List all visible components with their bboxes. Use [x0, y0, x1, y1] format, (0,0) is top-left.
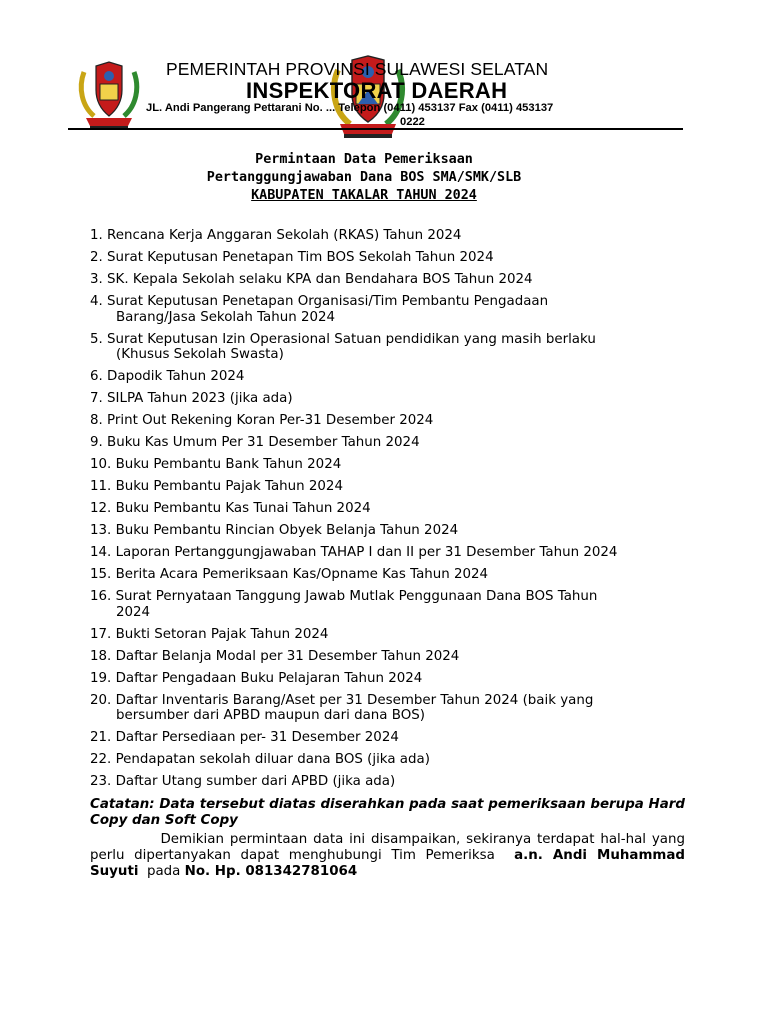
closing-pada: pada: [146, 864, 181, 879]
list-item: [90, 523, 685, 539]
list-item: [90, 435, 685, 451]
letterhead-agency: INSPEKTORAT DAERAH: [246, 78, 508, 103]
document-region-year: KABUPATEN TAKALAR TAHUN 2024: [251, 188, 477, 203]
closing-paragraph: [90, 832, 685, 880]
list-item-number: 2.: [90, 250, 103, 265]
list-item-number: 20.: [90, 692, 112, 708]
list-item-text: SK. Kepala Sekolah selaku KPA dan Bendahara BOS Tahun 2024: [107, 272, 533, 287]
list-item-number: 8.: [90, 413, 103, 428]
list-item: [90, 649, 685, 665]
list-item: [90, 479, 685, 495]
list-item-number: 18.: [90, 648, 112, 664]
list-item-number: 3.: [90, 272, 103, 287]
list-item: [90, 774, 685, 790]
list-item: [90, 294, 685, 325]
letterhead-postcode: 0222: [400, 116, 425, 128]
list-item-text: Daftar Inventaris Barang/Aset per 31 Desember Tahun 2024 (baik yang: [115, 692, 594, 708]
list-item: [90, 730, 685, 746]
list-item-text: Surat Pernyataan Tanggung Jawab Mutlak Penggunaan Dana BOS Tahun: [115, 589, 598, 604]
list-item-text: Buku Pembantu Kas Tunai Tahun 2024: [115, 501, 371, 516]
list-item: [90, 545, 685, 561]
closing-text: Demikian permintaan data ini disampaikan, sekiranya terdapat hal-hal yang perlu dipertanyakan dapat menghubungi Tim Pemeriksa: [90, 832, 685, 863]
list-item-number: 16.: [90, 589, 112, 604]
list-item-text: Pendapatan sekolah diluar dana BOS (jika ada): [115, 752, 430, 767]
list-item-number: 22.: [90, 752, 112, 767]
list-item: [90, 391, 685, 407]
list-item-number: 14.: [90, 545, 112, 560]
list-item: [90, 693, 685, 724]
list-item-text: Surat Keputusan Penetapan Organisasi/Tim Pembantu Pengadaan: [107, 294, 549, 309]
list-item-number: 6.: [90, 369, 103, 384]
list-item-text: Laporan Pertanggungjawaban TAHAP I dan II per 31 Desember Tahun 2024: [115, 545, 618, 560]
list-item-text: SILPA Tahun 2023 (jika ada): [107, 391, 293, 406]
list-item-text: Buku Pembantu Bank Tahun 2024: [115, 457, 342, 472]
list-item: [90, 250, 685, 266]
list-item-number: 9.: [90, 435, 103, 450]
list-item-text: Daftar Persediaan per- 31 Desember 2024: [115, 730, 399, 745]
list-item-text: Daftar Pengadaan Buku Pelajaran Tahun 2024: [115, 670, 423, 686]
list-item-text: Bukti Setoran Pajak Tahun 2024: [115, 626, 329, 642]
list-item-text: Surat Keputusan Izin Operasional Satuan pendidikan yang masih berlaku: [107, 331, 596, 347]
list-item: [90, 228, 685, 244]
document-title: Permintaan Data Pemeriksaan: [255, 152, 473, 167]
list-item: [90, 332, 685, 363]
list-item-text: Surat Keputusan Penetapan Tim BOS Sekolah Tahun 2024: [107, 250, 494, 265]
letterhead-address: JL. Andi Pangerang Pettarani No. ... Telepon (0411) 453137 Fax (0411) 453137: [146, 102, 554, 114]
list-item-text: Buku Pembantu Pajak Tahun 2024: [115, 479, 343, 494]
list-item-text: Buku Kas Umum Per 31 Desember Tahun 2024: [107, 435, 420, 450]
list-item-number: 4.: [90, 294, 103, 309]
list-item: [90, 567, 685, 583]
list-item-text: Dapodik Tahun 2024: [107, 369, 245, 384]
list-item-continuation: bersumber dari APBD maupun dari dana BOS): [116, 708, 425, 723]
coat-of-arms-left-icon: [76, 60, 142, 130]
list-item: [90, 627, 685, 643]
list-item-text: Print Out Rekening Koran Per-31 Desember 2024: [107, 413, 434, 428]
list-item-number: 19.: [90, 670, 112, 686]
list-item-text: Buku Pembantu Rincian Obyek Belanja Tahun 2024: [115, 523, 459, 538]
list-item-number: 12.: [90, 501, 112, 516]
list-item: [90, 671, 685, 687]
list-item-text: Rencana Kerja Anggaran Sekolah (RKAS) Tahun 2024: [107, 228, 462, 243]
list-item-continuation: (Khusus Sekolah Swasta): [116, 347, 284, 362]
list-item-number: 1.: [90, 228, 103, 243]
list-item-text: Daftar Utang sumber dari APBD (jika ada): [115, 774, 396, 789]
list-item: [90, 752, 685, 768]
letterhead-government: PEMERINTAH PROVINSI SULAWESI SELATAN: [166, 59, 549, 79]
list-item-number: 21.: [90, 730, 112, 745]
list-item: [90, 369, 685, 385]
list-item-number: 7.: [90, 391, 103, 406]
list-item-continuation: Barang/Jasa Sekolah Tahun 2024: [116, 309, 336, 325]
list-item-number: 17.: [90, 626, 112, 642]
list-item-number: 15.: [90, 567, 112, 582]
list-item-continuation: 2024: [116, 604, 151, 620]
list-item: [90, 457, 685, 473]
contact-phone: No. Hp. 081342781064: [184, 864, 358, 879]
letterhead-divider: [68, 128, 683, 130]
list-item-number: 5.: [90, 331, 103, 347]
list-item-text: Daftar Belanja Modal per 31 Desember Tahun 2024: [115, 648, 460, 664]
contact-name: a.n. Andi Muhammad Suyuti: [90, 848, 685, 879]
list-item-number: 13.: [90, 523, 112, 538]
list-item-number: 23.: [90, 774, 112, 789]
list-item: [90, 413, 685, 429]
list-item: [90, 501, 685, 517]
requested-documents-list: [90, 228, 685, 796]
note-text: Catatan: Data tersebut diatas diserahkan pada saat pemeriksaan berupa Hard Copy dan Soft Copy: [90, 797, 685, 828]
list-item-text: Berita Acara Pemeriksaan Kas/Opname Kas Tahun 2024: [115, 567, 489, 582]
list-item: [90, 272, 685, 288]
document-subtitle: Pertanggungjawaban Dana BOS SMA/SMK/SLB: [206, 170, 522, 185]
list-item: [90, 589, 685, 620]
list-item-number: 10.: [90, 457, 112, 472]
list-item-number: 11.: [90, 479, 112, 494]
